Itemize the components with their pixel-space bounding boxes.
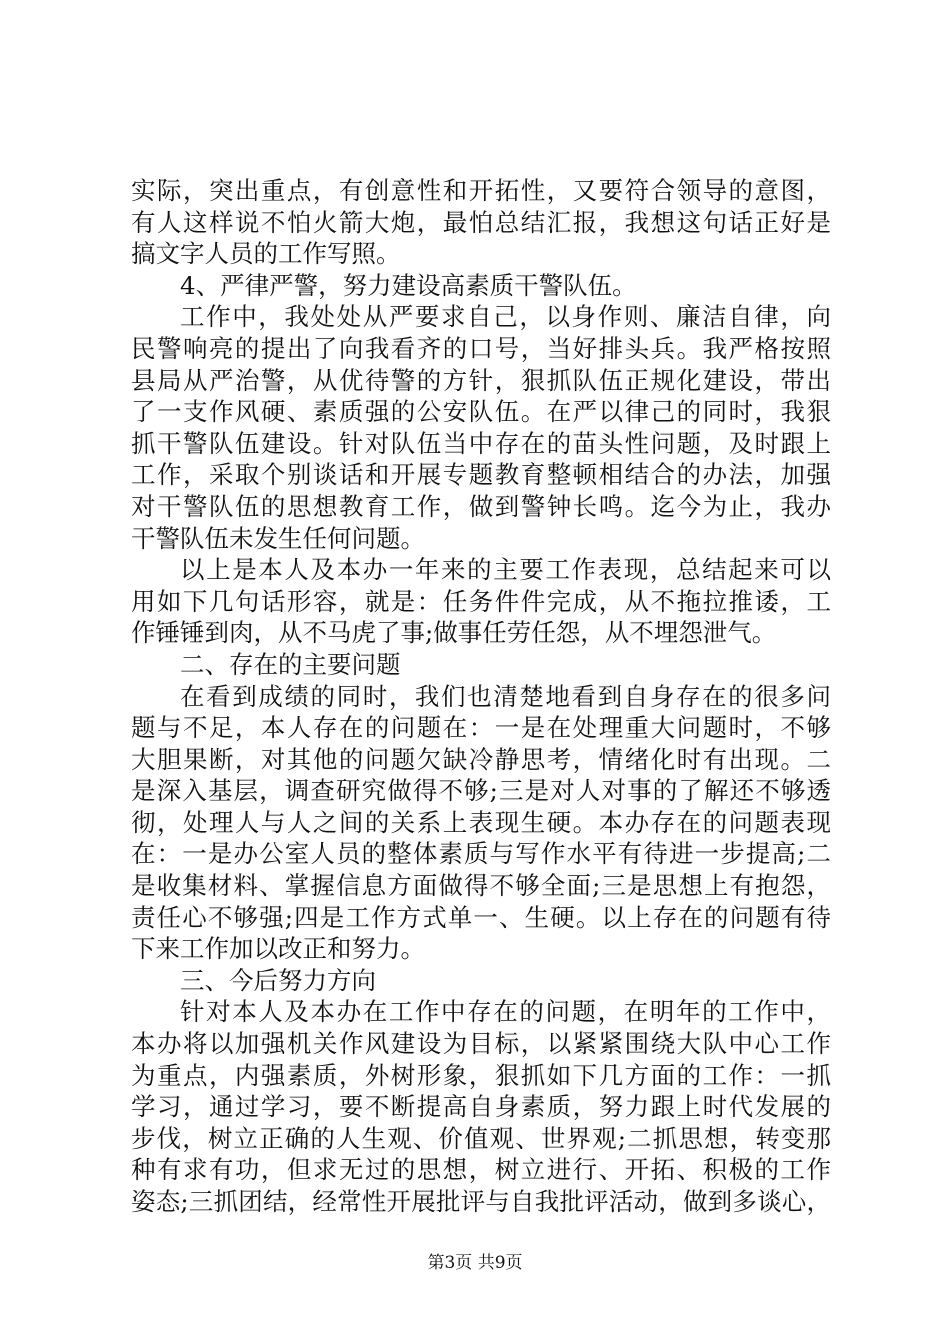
text-line: 大胆果断，对其他的问题欠缺冷静思考，情绪化时有出现。二	[131, 744, 831, 774]
text-line: 干警队伍未发生任何问题。	[131, 523, 425, 553]
text-line: 了一支作风硬、素质强的公安队伍。在严以律己的同时，我狠	[131, 397, 831, 427]
text-line: 在看到成绩的同时，我们也清楚地看到自身存在的很多问	[180, 681, 831, 711]
text-line: 工作，采取个别谈话和开展专题教育整顿相结合的办法，加强	[131, 460, 831, 490]
text-line: 有人这样说不怕火箭大炮，最怕总结汇报，我想这句话正好是	[131, 207, 831, 237]
text-line: 本办将以加强机关作风建设为目标，以紧紧围绕大队中心工作	[131, 1029, 831, 1059]
page-footer: 第3页 共9页	[427, 1253, 523, 1273]
text-line: 工作中，我处处从严要求自己，以身作则、廉洁自律，向	[180, 302, 831, 332]
text-line: 搞文字人员的工作写照。	[131, 239, 401, 269]
text-line: 对干警队伍的思想教育工作，做到警钟长鸣。迄今为止，我办	[131, 491, 831, 521]
text-line: 是收集材料、掌握信息方面做得不够全面;三是思想上有抱怨，	[131, 871, 831, 901]
text-line: 姿态;三抓团结，经常性开展批评与自我批评活动，做到多谈心，	[131, 1187, 831, 1216]
text-line: 民警响亮的提出了向我看齐的口号，当好排头兵。我严格按照	[131, 333, 831, 363]
text-line: 三、今后努力方向	[180, 965, 376, 995]
text-line: 针对本人及本办在工作中存在的问题，在明年的工作中，	[180, 997, 831, 1027]
text-line: 下来工作加以改正和努力。	[131, 934, 425, 964]
text-line: 县局从严治警，从优待警的方针，狠抓队伍正规化建设，带出	[131, 365, 831, 395]
text-line: 学习，通过学习，要不断提高自身素质，努力跟上时代发展的	[131, 1092, 831, 1122]
text-line: 责任心不够强;四是工作方式单一、生硬。以上存在的问题有待	[131, 902, 831, 932]
text-line: 实际，突出重点，有创意性和开拓性，又要符合领导的意图，	[131, 176, 831, 205]
text-line: 在：一是办公室人员的整体素质与写作水平有待进一步提高;二	[131, 839, 831, 869]
text-line: 种有求有功，但求无过的思想，树立进行、开拓、积极的工作	[131, 1155, 831, 1185]
text-line: 步伐，树立正确的人生观、价值观、世界观;二抓思想，转变那	[131, 1123, 831, 1153]
text-line: 4、严律严警，努力建设高素质干警队伍。	[180, 270, 637, 300]
text-line: 以上是本人及本办一年来的主要工作表现，总结起来可以	[180, 555, 831, 585]
text-line: 是深入基层，调查研究做得不够;三是对人对事的了解还不够透	[131, 776, 831, 806]
text-line: 彻，处理人与人之间的关系上表现生硬。本办存在的问题表现	[131, 807, 831, 837]
text-line: 为重点，内强素质，外树形象，狠抓如下几方面的工作：一抓	[131, 1060, 831, 1090]
text-line: 用如下几句话形容，就是：任务件件完成，从不拖拉推诿，工	[131, 586, 831, 616]
text-line: 二、存在的主要问题	[180, 649, 401, 679]
text-line: 题与不足，本人存在的问题在：一是在处理重大问题时，不够	[131, 713, 831, 743]
text-line: 抓干警队伍建设。针对队伍当中存在的苗头性问题，及时跟上	[131, 428, 831, 458]
text-line: 作锤锤到肉，从不马虎了事;做事任劳任怨，从不埋怨泄气。	[131, 618, 777, 648]
document-body	[131, 175, 831, 1218]
